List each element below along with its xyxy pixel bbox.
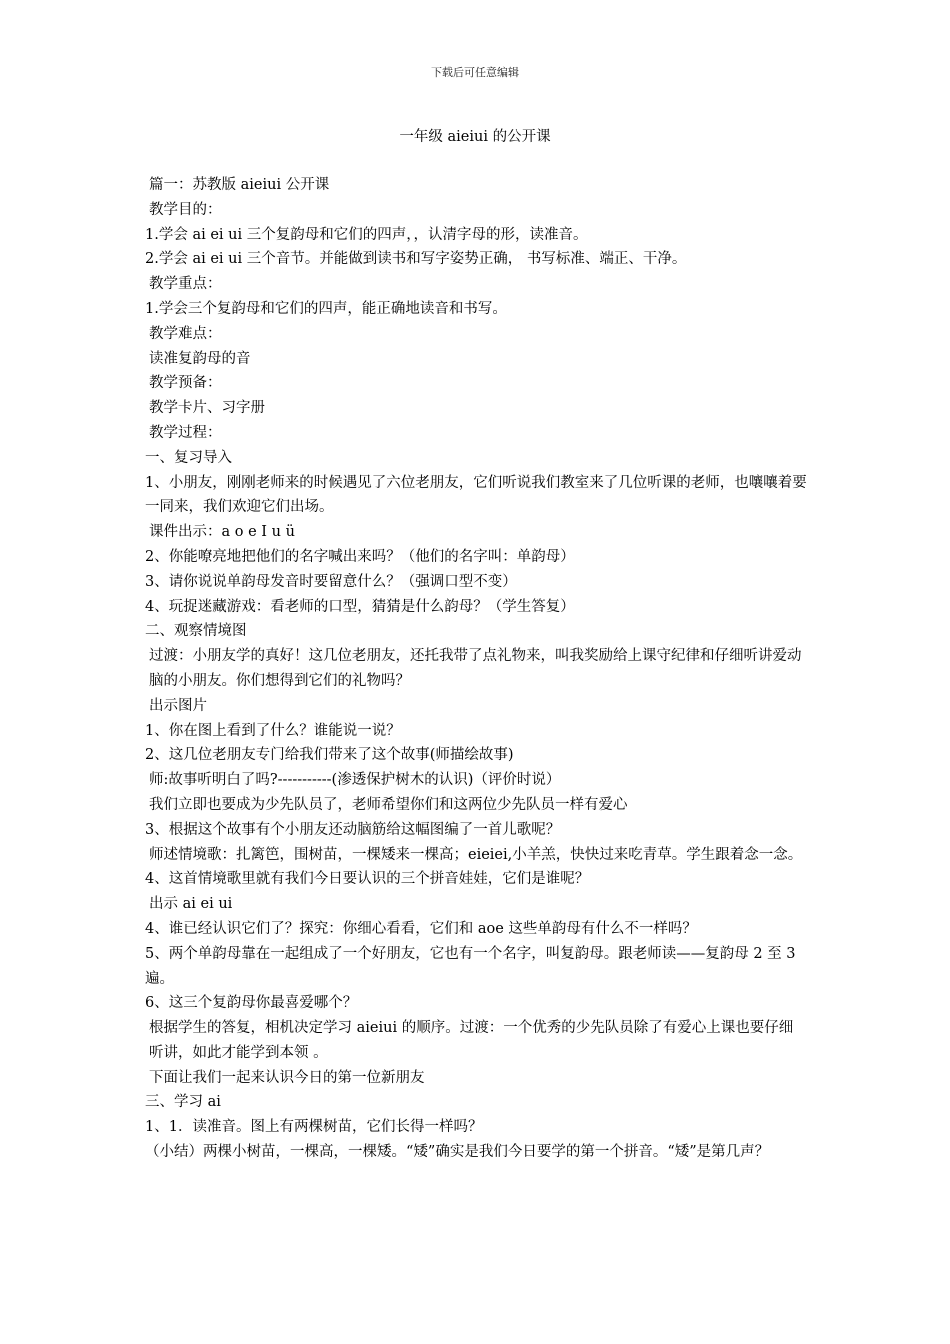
paragraph: 1.学会 ai ei ui 三个复韵母和它们的四声，，认清字母的形，读准音。 xyxy=(145,226,588,243)
page-header: 下载后可任意编辑 xyxy=(431,66,519,79)
paragraph: 教学难点： xyxy=(149,325,222,342)
paragraph: 师:故事听明白了吗?-----------(渗透保护树木的认识)（评价时说） xyxy=(149,772,561,789)
paragraph: 1、1．读准音。图上有两棵树苗，它们长得一样吗？ xyxy=(145,1119,483,1136)
paragraph: 师述情境歌：扎篱笆，围树苗，一棵矮来一棵高；eieiei,小羊羔，快快过来吃青草。学生跟着念一念。 xyxy=(149,846,803,863)
paragraph: 3、请你说说单韵母发音时要留意什么？（强调口型不变） xyxy=(145,573,517,590)
document-title: 一年级 aieiui 的公开课 xyxy=(399,129,551,145)
paragraph: 出示图片 xyxy=(149,697,207,714)
paragraph: 一、复习导入 xyxy=(145,449,232,466)
paragraph: 三、学习 ai xyxy=(145,1094,221,1111)
paragraph: 4、玩捉迷藏游戏：看老师的口型，猜猜是什么韵母？（学生答复） xyxy=(145,598,575,615)
paragraph: 教学预备： xyxy=(149,375,222,392)
paragraph: 出示 ai ei ui xyxy=(149,896,233,913)
paragraph: 二、观察情境图 xyxy=(145,623,247,640)
paragraph: 4、这首情境歌里就有我们今日要认识的三个拼音娃娃，它们是谁呢？ xyxy=(145,871,590,888)
document-body xyxy=(145,173,807,1165)
paragraph: 2.学会 ai ei ui 三个音节。并能做到读书和写字姿势正确， 书写标准、端正、干净。 xyxy=(145,251,687,268)
paragraph: 教学重点： xyxy=(149,276,222,293)
paragraph: 读准复韵母的音 xyxy=(149,350,251,367)
paragraph: 2、这几位老朋友专门给我们带来了这个故事(师描绘故事) xyxy=(145,747,514,764)
paragraph: 我们立即也要成为少先队员了，老师希望你们和这两位少先队员一样有爱心 xyxy=(149,796,628,813)
paragraph: 4、谁已经认识它们了？探究：你细心看看，它们和 aoe 这些单韵母有什么不一样吗？ xyxy=(145,920,697,937)
paragraph: 1、你在图上看到了什么？谁能说一说？ xyxy=(145,722,401,739)
paragraph: 1、小朋友，刚刚老师来的时候遇见了六位老朋友，它们听说我们教室来了几位听课的老师，也嚷嚷着要一同来，我们欢迎它们出场。 xyxy=(145,474,807,516)
paragraph: 过渡：小朋友学的真好！这几位老朋友，还托我带了点礼物来，叫我奖励给上课守纪律和仔细听讲爱动脑的小朋友。你们想得到它们的礼物吗？ xyxy=(149,648,802,689)
paragraph: 5、两个单韵母靠在一起组成了一个好朋友，它也有一个名字，叫复韵母。跟老师读——复韵母 2 至 3 遍。 xyxy=(145,945,796,987)
paragraph: 教学目的： xyxy=(149,201,222,218)
paragraph: 教学卡片、习字册 xyxy=(149,400,265,417)
paragraph: 6、这三个复韵母你最喜爱哪个？ xyxy=(145,995,358,1012)
paragraph: 教学过程： xyxy=(149,424,222,441)
paragraph: 篇一：苏教版 aieiui 公开课 xyxy=(149,177,330,193)
paragraph: 3、根据这个故事有个小朋友还动脑筋给这幅图编了一首儿歌呢？ xyxy=(145,821,561,838)
paragraph: 1.学会三个复韵母和它们的四声，能正确地读音和书写。 xyxy=(145,300,507,317)
paragraph: （小结）两棵小树苗，一棵高，一棵矮。“矮”确实是我们今日要学的第一个拼音。“矮”是第几声？ xyxy=(145,1144,770,1161)
paragraph: 2、你能嘹亮地把他们的名字喊出来吗？（他们的名字叫：单韵母） xyxy=(145,548,575,565)
paragraph: 下面让我们一起来认识今日的第一位新朋友 xyxy=(149,1069,425,1086)
paragraph: 根据学生的答复，相机决定学习 aieiui 的顺序。过渡：一个优秀的少先队员除了有爱心上课也要仔细听讲，如此才能学到本领 。 xyxy=(149,1020,794,1061)
paragraph: 课件出示：a o e I u ü xyxy=(149,524,295,541)
